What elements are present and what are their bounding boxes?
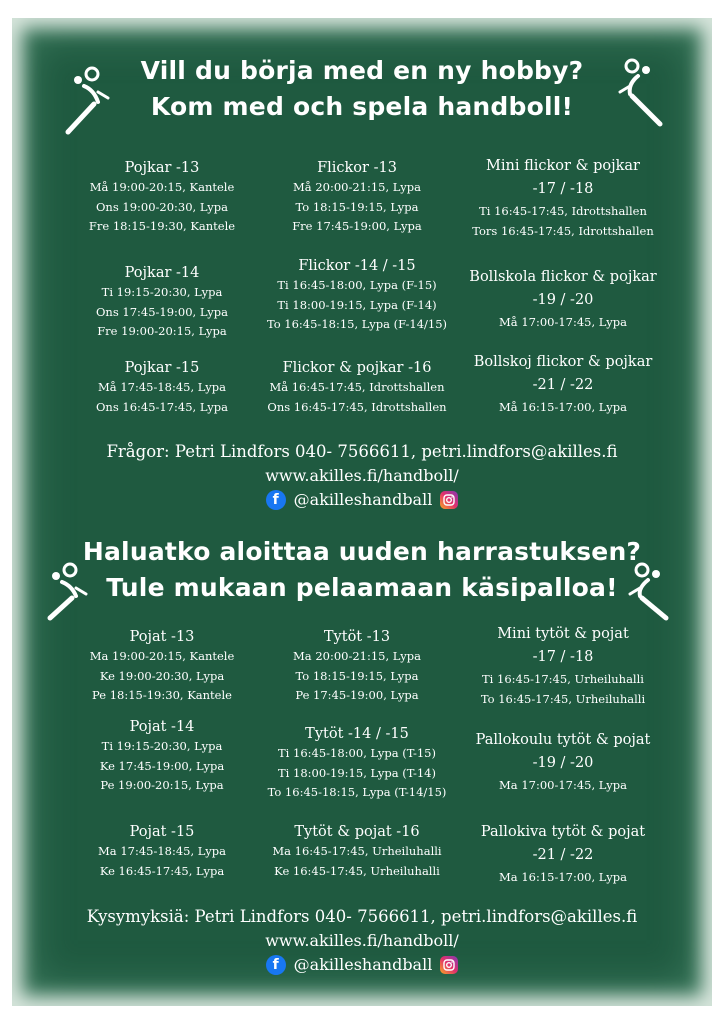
schedule-group xyxy=(456,624,670,709)
schedule-line: To 16:45-18:15, Lypa (T-14/15) xyxy=(267,785,447,799)
schedule-group xyxy=(252,627,462,706)
group-subtitle: -21 / -22 xyxy=(532,847,594,863)
schedule-line: Ma 20:00-21:15, Lypa xyxy=(293,649,421,663)
group-subtitle: -19 / -20 xyxy=(532,292,594,308)
contact-info: Kysymyksiä: Petri Lindfors 040- 7566611, petri.lindfors@akilles.fi xyxy=(86,907,638,926)
schedule-line: Ti 18:00-19:15, Lypa (T-14) xyxy=(278,765,436,780)
schedule-line: Pe 17:45-19:00, Lypa xyxy=(295,688,419,702)
schedule-line: Fre 18:15-19:30, Kantele xyxy=(88,219,236,233)
schedule-line: Ma 16:15-17:00, Lypa xyxy=(499,870,627,884)
heading-line: Kom med och spela handboll! xyxy=(150,92,574,121)
schedule-line: Ti 18:00-19:15, Lypa (F-14) xyxy=(277,297,437,312)
schedule-line: To 18:15-19:15, Lypa xyxy=(295,668,419,683)
group-title: Pojat -15 xyxy=(129,824,195,840)
schedule-line: Fre 19:00-20:15, Lypa xyxy=(97,324,227,338)
group-title: Pojkar -13 xyxy=(124,160,200,176)
schedule-line: Ti 16:45-17:45, Urheiluhalli xyxy=(482,672,644,686)
group-subtitle: -17 / -18 xyxy=(532,649,594,665)
schedule-line: Ti 19:15-20:30, Lypa xyxy=(101,285,223,299)
group-title: Pojat -14 xyxy=(129,719,195,735)
schedule-column-boys-fi xyxy=(62,0,262,1024)
schedule-line: Må 17:45-18:45, Lypa xyxy=(98,380,226,394)
schedule-line: Må 16:15-17:00, Lypa xyxy=(499,400,627,414)
website-link[interactable]: www.akilles.fi/handboll/ xyxy=(265,931,459,950)
group-subtitle: -21 / -22 xyxy=(532,377,594,393)
contact-block-finnish xyxy=(0,905,724,977)
schedule-group xyxy=(252,822,462,881)
facebook-icon[interactable]: f xyxy=(266,490,286,510)
contact-info: Frågor: Petri Lindfors 040- 7566611, petri.lindfors@akilles.fi xyxy=(106,442,618,461)
schedule-line: Ma 17:00-17:45, Lypa xyxy=(499,778,627,792)
schedule-group xyxy=(62,627,262,706)
group-title: Pojkar -14 xyxy=(124,265,200,281)
group-title: Pallokoulu tytöt & pojat xyxy=(475,732,651,748)
group-title: Bollskoj flickor & pojkar xyxy=(473,354,653,370)
schedule-line: Ti 16:45-17:45, Idrottshallen xyxy=(479,204,647,218)
schedule-line: Ti 16:45-18:00, Lypa (F-15) xyxy=(277,278,437,292)
heading-line: Haluatko aloittaa uuden harrastuksen? xyxy=(82,537,642,566)
schedule-column-mini-fi xyxy=(456,0,670,1024)
group-title: Flickor -14 / -15 xyxy=(298,258,416,274)
group-title: Pojkar -15 xyxy=(124,360,200,376)
schedule-line: Ma 16:45-17:45, Urheiluhalli xyxy=(272,844,442,858)
heading-line: Tule mukaan pelaamaan käsipalloa! xyxy=(106,573,618,602)
social-handle[interactable]: @akilleshandball xyxy=(293,490,433,509)
group-title: Pallokiva tytöt & pojat xyxy=(480,824,646,840)
social-row xyxy=(0,953,724,977)
schedule-line: Må 16:45-17:45, Idrottshallen xyxy=(269,380,445,394)
group-subtitle: -19 / -20 xyxy=(532,755,594,771)
group-title: Flickor & pojkar -16 xyxy=(282,360,432,376)
schedule-line: Må 20:00-21:15, Lypa xyxy=(293,180,421,194)
schedule-line: Ke 17:45-19:00, Lypa xyxy=(99,758,225,773)
schedule-line: To 18:15-19:15, Lypa xyxy=(295,199,419,214)
schedule-group xyxy=(252,724,462,803)
heading-line: Vill du börja med en ny hobby? xyxy=(140,56,584,85)
schedule-group xyxy=(456,822,670,888)
schedule-group xyxy=(456,730,670,796)
instagram-icon[interactable] xyxy=(440,956,458,974)
schedule-line: Ke 16:45-17:45, Lypa xyxy=(99,863,225,878)
schedule-line: Ti 16:45-18:00, Lypa (T-15) xyxy=(278,746,436,760)
schedule-line: Ons 17:45-19:00, Lypa xyxy=(95,304,229,319)
schedule-line: Ons 16:45-17:45, Lypa xyxy=(95,399,229,414)
group-title: Mini tytöt & pojat xyxy=(497,626,629,642)
schedule-line: Fre 17:45-19:00, Lypa xyxy=(292,219,422,233)
group-title: Bollskola flickor & pojkar xyxy=(469,269,657,285)
schedule-line: Ti 19:15-20:30, Lypa xyxy=(101,739,223,753)
schedule-line: Ke 16:45-17:45, Urheiluhalli xyxy=(274,863,440,878)
group-title: Tytöt -14 / -15 xyxy=(305,726,409,742)
group-title: Tytöt & pojat -16 xyxy=(294,824,420,840)
schedule-group xyxy=(62,822,262,881)
schedule-line: Ma 17:45-18:45, Lypa xyxy=(98,844,226,858)
website-link[interactable]: www.akilles.fi/handboll/ xyxy=(265,466,459,485)
schedule-line: Må 17:00-17:45, Lypa xyxy=(499,315,627,329)
schedule-line: Tors 16:45-17:45, Idrottshallen xyxy=(472,223,654,238)
schedule-column-girls-fi xyxy=(252,0,462,1024)
social-handle[interactable]: @akilleshandball xyxy=(293,955,433,974)
schedule-line: Ke 19:00-20:30, Lypa xyxy=(99,668,225,683)
schedule-group xyxy=(62,717,262,796)
group-title: Tytöt -13 xyxy=(323,629,391,645)
schedule-line: Ma 19:00-20:15, Kantele xyxy=(89,649,235,663)
group-title: Flickor -13 xyxy=(317,160,397,176)
group-subtitle: -17 / -18 xyxy=(532,181,594,197)
schedule-line: Må 19:00-20:15, Kantele xyxy=(89,180,235,194)
schedule-line: Ons 16:45-17:45, Idrottshallen xyxy=(267,399,447,414)
schedule-line: Pe 19:00-20:15, Lypa xyxy=(100,778,224,792)
schedule-line: To 16:45-17:45, Urheiluhalli xyxy=(480,691,646,706)
facebook-icon[interactable]: f xyxy=(266,955,286,975)
group-title: Pojat -13 xyxy=(129,629,195,645)
group-title: Mini flickor & pojkar xyxy=(486,158,640,174)
schedule-line: To 16:45-18:15, Lypa (F-14/15) xyxy=(266,317,448,331)
schedule-line: Ons 19:00-20:30, Lypa xyxy=(95,199,229,214)
schedule-line: Pe 18:15-19:30, Kantele xyxy=(92,688,232,702)
